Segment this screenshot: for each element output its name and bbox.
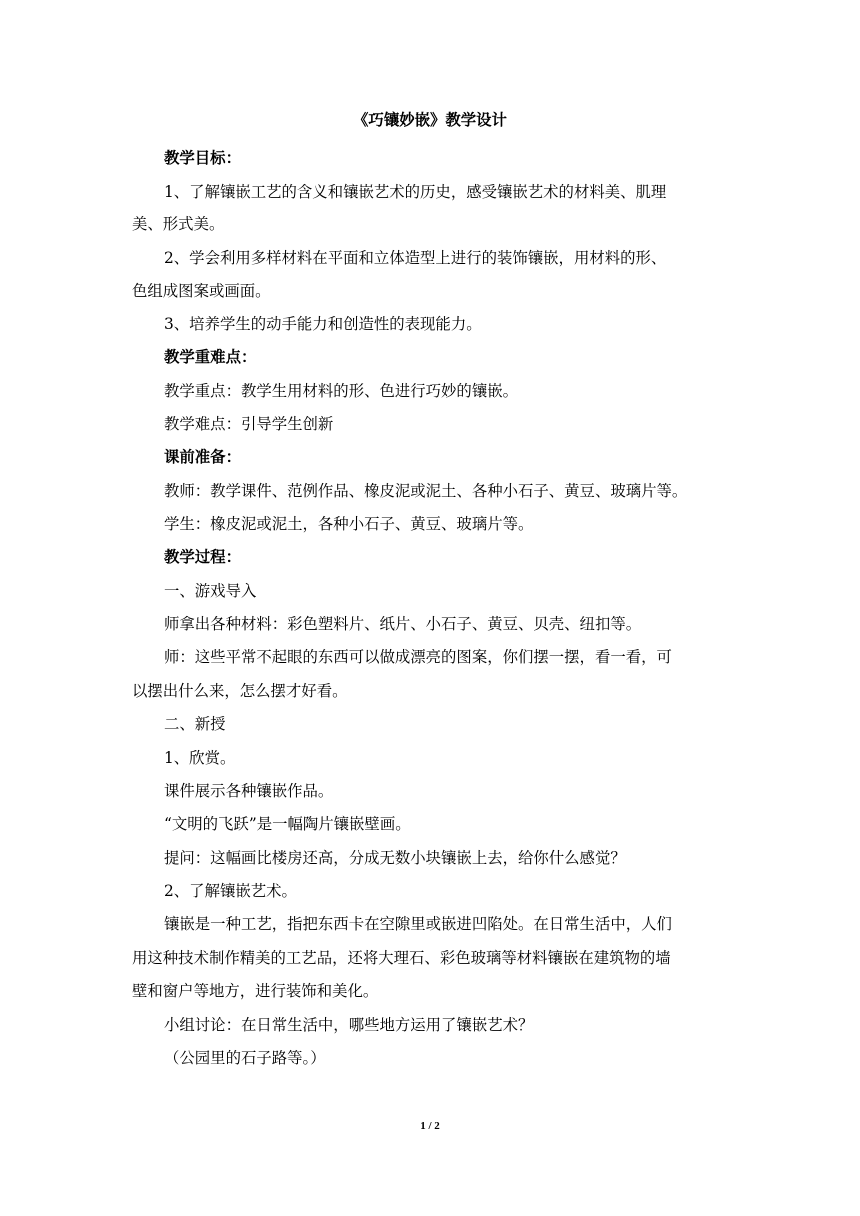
- paragraph-line: 教师：教学课件、范例作品、橡皮泥或泥土、各种小石子、黄豆、玻璃片等。: [164, 482, 688, 500]
- paragraph-line: 美、形式美。: [132, 215, 225, 233]
- paragraph-line: 壁和窗户等地方，进行装饰和美化。: [132, 982, 379, 1000]
- heading-preparation: 课前准备：: [164, 448, 241, 466]
- paragraph-line: 提问：这幅画比楼房还高，分成无数小块镶嵌上去，给你什么感觉？: [164, 849, 626, 867]
- page-number: 1 / 2: [420, 1120, 440, 1132]
- paragraph-line: 色组成图案或画面。: [132, 282, 271, 300]
- paragraph-line: 二、新授: [164, 715, 226, 733]
- paragraph-line: 用这种技术制作精美的工艺品，还将大理石、彩色玻璃等材料镶嵌在建筑物的墙: [132, 949, 671, 967]
- paragraph-line: 小组讨论：在日常生活中，哪些地方运用了镶嵌艺术？: [164, 1016, 534, 1034]
- paragraph-line: 师拿出各种材料：彩色塑料片、纸片、小石子、黄豆、贝壳、纽扣等。: [164, 615, 642, 633]
- paragraph-line: 以摆出什么来，怎么摆才好看。: [132, 682, 348, 700]
- paragraph-line: 镶嵌是一种工艺，指把东西卡在空隙里或嵌进凹陷处。在日常生活中，人们: [164, 915, 672, 933]
- paragraph-line: 学生：橡皮泥或泥土，各种小石子、黄豆、玻璃片等。: [164, 515, 534, 533]
- paragraph-line: （公园里的石子路等。）: [164, 1049, 326, 1067]
- heading-objectives: 教学目标：: [164, 149, 241, 167]
- paragraph-line: 1、了解镶嵌工艺的含义和镶嵌艺术的历史，感受镶嵌艺术的材料美、肌理: [164, 183, 667, 201]
- paragraph-line: 师：这些平常不起眼的东西可以做成漂亮的图案，你们摆一摆，看一看，可: [164, 648, 672, 666]
- paragraph-line: 2、学会利用多样材料在平面和立体造型上进行的装饰镶嵌，用材料的形、: [164, 249, 667, 267]
- paragraph-line: 教学难点：引导学生创新: [164, 415, 334, 433]
- heading-process: 教学过程：: [164, 548, 241, 566]
- paragraph-line: 教学重点：教学生用材料的形、色进行巧妙的镶嵌。: [164, 382, 518, 400]
- paragraph-line: 课件展示各种镶嵌作品。: [164, 782, 334, 800]
- paragraph-line: “文明的飞跃”是一幅陶片镶嵌壁画。: [164, 815, 411, 833]
- paragraph-line: 2、了解镶嵌艺术。: [164, 882, 297, 900]
- paragraph-line: 一、游戏导入: [164, 582, 257, 600]
- paragraph-line: 1、欣赏。: [164, 749, 236, 767]
- paragraph-line: 3、培养学生的动手能力和创造性的表现能力。: [164, 315, 482, 333]
- page-title: 《巧镶妙嵌》教学设计: [353, 111, 507, 129]
- heading-key-points: 教学重难点：: [164, 348, 257, 366]
